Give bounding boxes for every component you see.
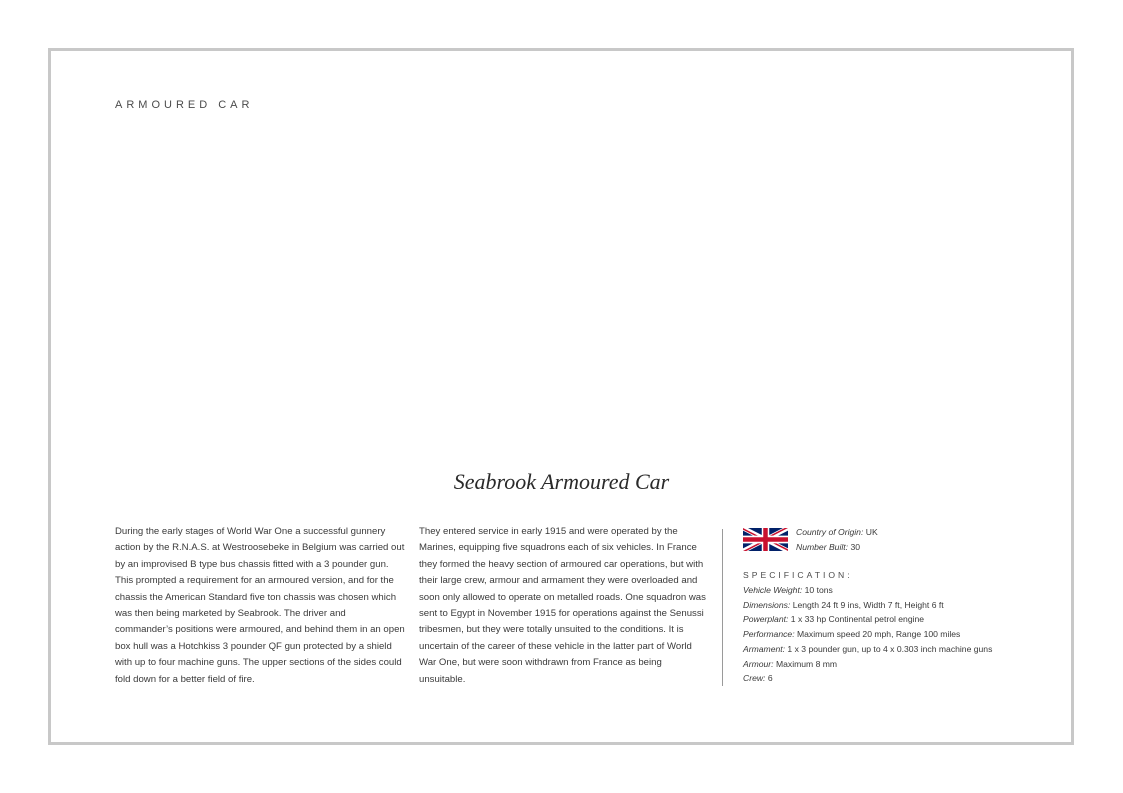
spec-label: Vehicle Weight: [743,585,803,595]
spec-label: Performance: [743,629,795,640]
description-column-2: They entered service in early 1915 and were operated by the Marines, equipping five squadrons each of six vehicles. In France they formed the heavy section of armoured car operations, but with their large crew, armour and armament they were overloaded and soon only allowed to operate on metalled roads. One squadron was sent to Egypt in November 1915 for operations against the Senussi tribesmen, but they were totally unsuited to the conditions. It is uncertain of the career of these vehicle in the latter part of World War One, but were soon withdrawn from France as being unsuitable. [419,526,706,685]
number-built-row [796,540,878,555]
spec-value: 1 x 33 hp Continental petrol engine [790,614,925,625]
spec-value: Maximum speed 20 mph, Range 100 miles [796,629,961,640]
spec-label: Crew: [743,673,766,684]
spec-label: Powerplant: [743,614,789,625]
spec-row-armament [743,642,992,657]
vehicle-title: Seabrook Armoured Car [453,469,670,494]
origin-info [796,525,878,554]
spec-label: Armour: [743,658,774,669]
spec-value: Maximum 8 mm [775,658,838,669]
spec-value: 1 x 3 pounder gun, up to 4 x 0.303 inch machine guns [787,643,993,654]
column-divider [722,529,723,686]
spec-row-dimensions [743,598,992,613]
number-built-value: 30 [850,541,861,552]
description-column-1: During the early stages of World War One a successful gunnery action by the R.N.A.S. at Westroosebeke in Belgium was carried out by an improvised B type bus chassis fitted with a 3 pounder gun. This prompted a requirement for an armoured version, and for the chassis the American Standard five ton chassis was chosen which was then being marketed by Seabrook. The driver and commander’s positions were armoured, and behind them in an open box hull was a Hotchkiss 3 pounder QF gun protected by a shield with up to four machine guns. The upper sections of the sides could fold down for a better field of fire. [115,526,405,685]
spec-row-armour [743,657,992,672]
spec-value: Length 24 ft 9 ins, Width 7 ft, Height 6 ft [792,599,944,610]
spec-row-powerplant [743,612,992,627]
country-of-origin-row [796,525,878,540]
spec-value: 10 tons [804,585,833,595]
country-of-origin-label: Country of Origin: [796,527,864,537]
spec-row-crew [743,671,992,686]
uk-flag-icon [743,528,788,551]
spec-label: Dimensions: [743,599,791,610]
specification-list [743,583,992,686]
number-built-label: Number Built: [796,541,849,552]
spec-label: Armament: [743,643,786,654]
country-of-origin-value: UK [865,527,878,537]
specification-heading: SPECIFICATION: [743,570,853,580]
spec-row-vehicle-weight [743,583,992,598]
category-heading: ARMOURED CAR [115,99,254,111]
spec-value: 6 [767,673,773,684]
spec-row-performance [743,627,992,642]
